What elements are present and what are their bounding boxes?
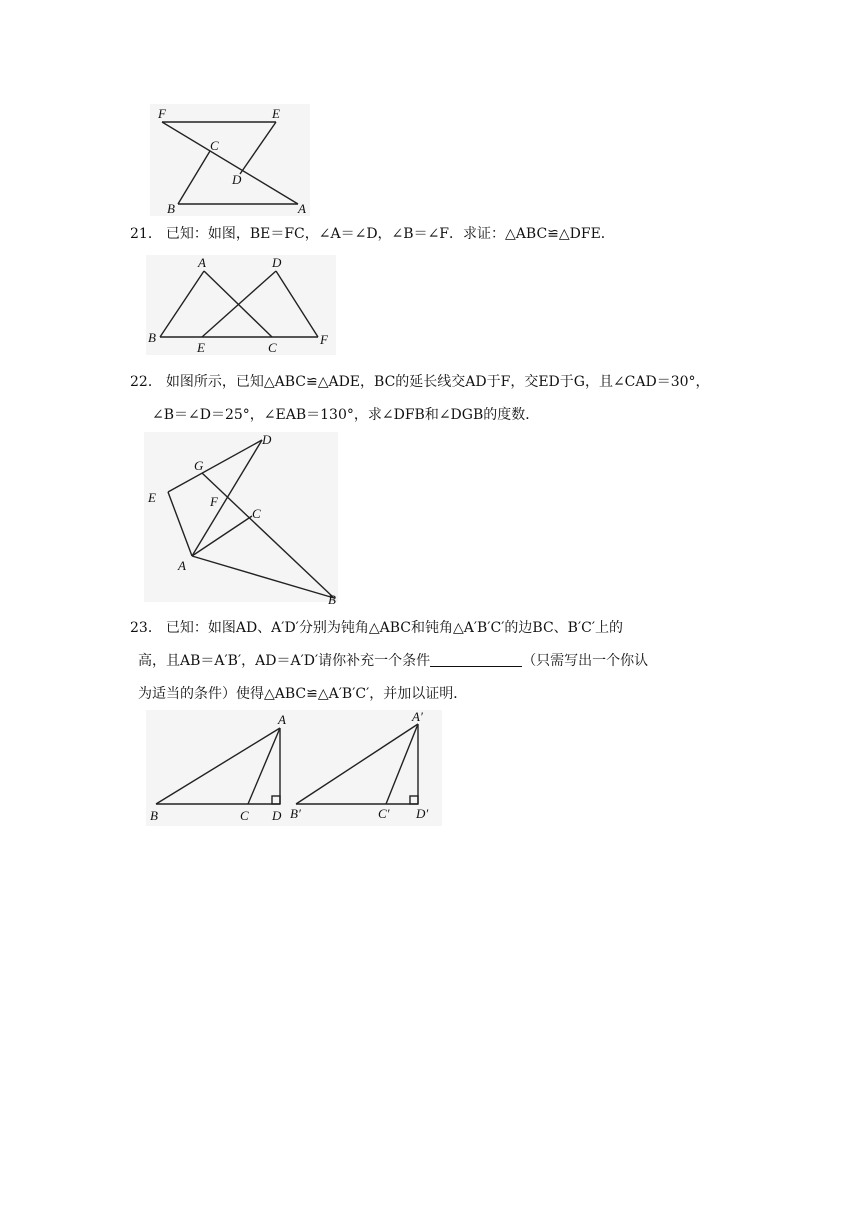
- question-text-1: 已知：如图AD、A′D′分别为钝角△ABC和钝角△A′B′C′的边BC、B′C′上的: [165, 620, 624, 636]
- label-c: C: [240, 808, 249, 823]
- label-b: B: [150, 808, 158, 823]
- question-text-1: 如图所示，已知△ABC≌△ADE，BC的延长线交AD于F，交ED于G，且∠CAD＝30°，: [165, 374, 710, 390]
- right-angle-mark-2: [410, 796, 418, 804]
- question-21: [130, 218, 736, 251]
- label-c-prime: C′: [378, 806, 390, 821]
- question-text-2b: （只需写出一个你认: [522, 653, 649, 669]
- label-a-prime: A′: [412, 709, 423, 724]
- question-line-1: [130, 366, 736, 399]
- label-d: D: [262, 432, 272, 447]
- segment-df: [276, 271, 318, 337]
- label-e: E: [272, 106, 280, 121]
- question-23: [130, 612, 736, 711]
- label-b: B: [328, 592, 336, 607]
- question-line-2: [130, 645, 736, 678]
- segment-ac: [248, 728, 280, 804]
- figure-q23-svg: [146, 710, 442, 826]
- label-f: F: [210, 494, 218, 509]
- question-line-2: ∠B＝∠D＝25°，∠EAB＝130°，求∠DFB和∠DGB的度数．: [152, 407, 540, 423]
- label-c: C: [252, 506, 261, 521]
- question-22: [130, 366, 736, 432]
- segment-ac: [192, 516, 252, 556]
- segment-ed: [240, 122, 276, 174]
- answer-blank[interactable]: [430, 650, 522, 667]
- label-d: D: [232, 172, 242, 187]
- figure-q21-svg: [146, 255, 336, 355]
- label-c: C: [268, 340, 277, 355]
- label-a: A: [198, 255, 206, 270]
- label-b: B: [148, 330, 156, 345]
- label-b-prime: B′: [290, 806, 301, 821]
- figure-q20: [150, 104, 310, 216]
- question-text-2a: 高，且AB＝A′B′，AD＝A′D′请你补充一个条件: [138, 653, 431, 669]
- label-d: D: [272, 255, 282, 270]
- question-text: 已知：如图，BE＝FC，∠A＝∠D，∠B＝∠F．求证：△ABC≌△DFE．: [165, 226, 615, 242]
- label-a: A: [278, 712, 286, 727]
- right-angle-mark: [272, 796, 280, 804]
- segment-ed: [168, 440, 262, 492]
- segment-ba: [156, 728, 280, 804]
- segment-cb: [178, 151, 210, 204]
- segment-fa: [162, 122, 298, 204]
- label-d-prime: D′: [416, 806, 429, 821]
- question-number: 23．: [130, 620, 162, 636]
- segment-ba: [160, 271, 204, 337]
- segment-ae: [168, 492, 192, 556]
- label-c: C: [210, 138, 219, 153]
- label-e: E: [148, 490, 156, 505]
- label-d: D: [272, 808, 282, 823]
- figure-q21: [146, 255, 336, 355]
- label-a: A: [298, 201, 306, 216]
- question-number: 22．: [130, 374, 162, 390]
- question-line-1: [130, 612, 736, 645]
- figure-q23: [146, 710, 442, 826]
- label-a: A: [178, 558, 186, 573]
- label-f: F: [158, 106, 166, 121]
- label-f: F: [320, 332, 328, 347]
- segment-a2c2: [386, 724, 418, 804]
- question-line-3: 为适当的条件）使得△ABC≌△A′B′C′，并加以证明．: [138, 686, 468, 702]
- figure-q22-svg: [144, 432, 338, 607]
- label-b: B: [167, 201, 175, 216]
- segment-ed: [202, 271, 276, 337]
- question-number: 21．: [130, 226, 162, 242]
- figure-q22: [144, 432, 338, 607]
- label-g: G: [194, 458, 204, 473]
- segment-b2a2: [296, 724, 418, 804]
- figure-q20-svg: [150, 104, 310, 216]
- label-e: E: [197, 340, 205, 355]
